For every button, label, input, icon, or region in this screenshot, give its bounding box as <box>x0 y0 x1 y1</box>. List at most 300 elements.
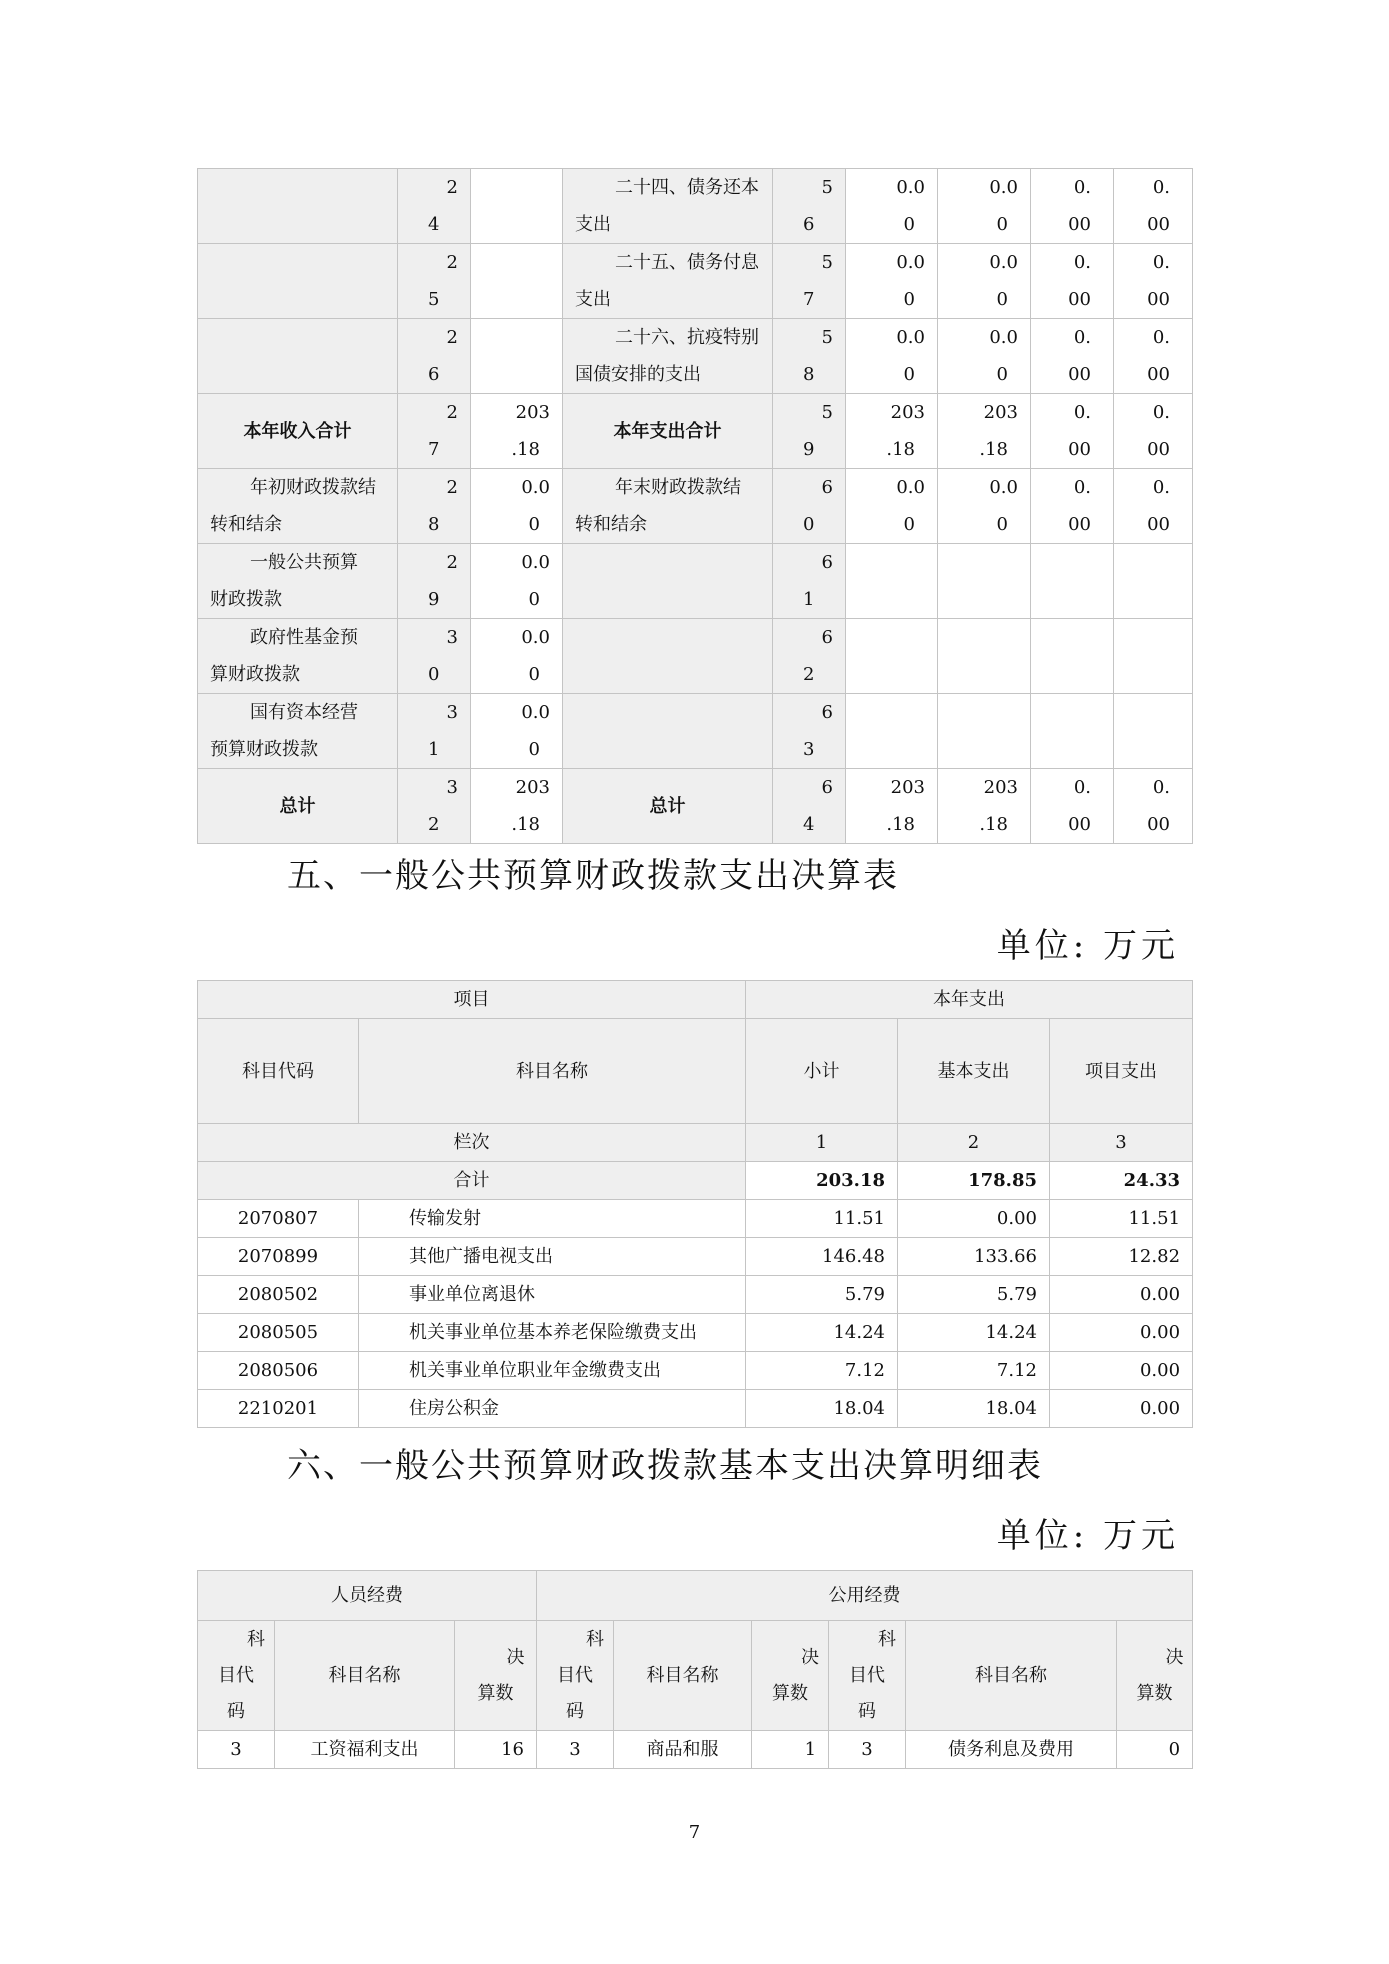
left-item-label <box>198 544 398 619</box>
cell-line <box>1114 581 1192 618</box>
summary-row <box>198 319 1193 394</box>
summary-row <box>198 169 1193 244</box>
cell-line <box>198 206 397 243</box>
cell-line: 一般公共预算 <box>250 552 358 573</box>
cell-line: 0.0 <box>896 177 925 198</box>
expense-v2 <box>938 469 1031 544</box>
total-project: 24.33 <box>1050 1162 1193 1200</box>
subject-name: 机关事业单位职业年金缴费支出 <box>359 1352 746 1390</box>
total-label: 合计 <box>198 1162 746 1200</box>
subject-name: 其他广播电视支出 <box>359 1238 746 1276</box>
cell-line: 3 <box>446 777 458 798</box>
cell-line <box>198 244 397 281</box>
cell-line: 2 <box>446 552 458 573</box>
detail-code: 3 <box>198 1731 275 1769</box>
cell-line: 203 <box>515 402 550 423</box>
lanci-1: 1 <box>746 1124 898 1162</box>
expense-v1 <box>846 319 938 394</box>
expense-v1 <box>846 169 938 244</box>
cell-line: 0.0 <box>896 327 925 348</box>
cell-line <box>471 206 562 243</box>
right-total-label: 本年支出合计 <box>563 394 773 469</box>
expense-v2 <box>938 619 1031 694</box>
expense-v4 <box>1114 694 1193 769</box>
header-line: 算数 <box>477 1682 514 1704</box>
cell-line: 00 <box>1068 289 1091 310</box>
subject-code: 2210201 <box>198 1390 359 1428</box>
code-header <box>537 1621 614 1731</box>
cell-line <box>563 619 772 656</box>
section5-title: 五、一般公共预算财政拨款支出决算表 <box>287 856 899 896</box>
cell-line: 政府性基金预 <box>250 627 358 648</box>
cell-line: .18 <box>886 814 915 835</box>
cell-line: 财政拨款 <box>210 589 282 610</box>
cell-line <box>1031 694 1113 731</box>
cell-line <box>1031 619 1113 656</box>
lanci-label: 栏次 <box>198 1124 746 1162</box>
cell-line: 0.0 <box>521 552 550 573</box>
cell-line: 0.0 <box>989 327 1018 348</box>
cell-line: 203 <box>983 402 1018 423</box>
cell-line: 6 <box>821 777 833 798</box>
cell-line: 00 <box>1147 439 1170 460</box>
expense-v3 <box>1031 694 1114 769</box>
left-amount <box>471 394 563 469</box>
section5-unit: 单位: 万元 <box>996 926 1179 966</box>
header-project: 项目 <box>198 981 746 1019</box>
expense-v2 <box>938 244 1031 319</box>
cell-line: 203 <box>515 777 550 798</box>
code-header <box>198 1621 275 1731</box>
summary-row <box>198 694 1193 769</box>
cell-line: 0. <box>1152 777 1170 798</box>
header-year-expenditure: 本年支出 <box>746 981 1193 1019</box>
right-line-number <box>773 694 846 769</box>
cell-line: 00 <box>1147 814 1170 835</box>
cell-line: 00 <box>1147 289 1170 310</box>
cell-line <box>938 544 1030 581</box>
expense-v1 <box>846 544 938 619</box>
col-subtotal-header: 小计 <box>746 1019 898 1124</box>
left-line-number <box>398 769 471 844</box>
cell-line: 二十五、债务付息 <box>615 252 759 273</box>
subject-name: 传输发射 <box>359 1200 746 1238</box>
amount-2: 18.04 <box>898 1390 1050 1428</box>
cell-line: 年末财政拨款结 <box>615 477 741 498</box>
cell-line <box>846 581 937 618</box>
page-number: 7 <box>688 1822 701 1843</box>
expense-v1 <box>846 469 938 544</box>
left-item-label <box>198 469 398 544</box>
left-item-label <box>198 169 398 244</box>
cell-line: 0. <box>1073 477 1091 498</box>
amount-2: 7.12 <box>898 1352 1050 1390</box>
cell-line: 9 <box>803 439 815 460</box>
cell-line: 年初财政拨款结 <box>250 477 376 498</box>
detail-code: 3 <box>829 1731 906 1769</box>
right-line-number <box>773 169 846 244</box>
cell-line: 00 <box>1068 514 1091 535</box>
cell-line: 0.0 <box>989 252 1018 273</box>
cell-line: 3 <box>446 702 458 723</box>
table-row <box>198 1352 1193 1390</box>
left-amount <box>471 469 563 544</box>
subject-code: 2070899 <box>198 1238 359 1276</box>
subject-name: 事业单位离退休 <box>359 1276 746 1314</box>
amount-1: 11.51 <box>746 1200 898 1238</box>
cell-line: 国有资本经营 <box>250 702 358 723</box>
cell-line: 3 <box>803 739 815 760</box>
right-item-label <box>563 544 773 619</box>
cell-line: 0 <box>903 514 915 535</box>
left-line-number <box>398 244 471 319</box>
col-basic-header: 基本支出 <box>898 1019 1050 1124</box>
col-name-header: 科目名称 <box>359 1019 746 1124</box>
header-line: 码 <box>858 1700 877 1722</box>
lanci-3: 3 <box>1050 1124 1193 1162</box>
cell-line <box>563 581 772 618</box>
cell-line: 1 <box>803 589 815 610</box>
right-line-number <box>773 769 846 844</box>
cell-line: 0 <box>996 364 1008 385</box>
amount-3: 0.00 <box>1050 1390 1193 1428</box>
cell-line: 00 <box>1147 214 1170 235</box>
detail-name: 商品和服 <box>614 1731 752 1769</box>
cell-line: 0.0 <box>989 177 1018 198</box>
cell-line: 0. <box>1152 477 1170 498</box>
subject-code: 2080505 <box>198 1314 359 1352</box>
section6-title: 六、一般公共预算财政拨款基本支出决算明细表 <box>287 1446 1043 1486</box>
amount-1: 18.04 <box>746 1390 898 1428</box>
total-basic: 178.85 <box>898 1162 1050 1200</box>
cell-line: 3 <box>446 627 458 648</box>
cell-line: 0 <box>528 589 540 610</box>
header-line: 科 <box>878 1628 897 1650</box>
left-amount <box>471 244 563 319</box>
cell-line: 算财政拨款 <box>210 664 300 685</box>
expense-v2 <box>938 394 1031 469</box>
cell-line <box>198 281 397 318</box>
cell-line: 6 <box>821 702 833 723</box>
left-line-number <box>398 694 471 769</box>
cell-line: 6 <box>803 214 815 235</box>
amount-3: 12.82 <box>1050 1238 1193 1276</box>
left-amount <box>471 544 563 619</box>
cell-line: 0 <box>903 214 915 235</box>
cell-line: 转和结余 <box>575 514 647 535</box>
amount-1: 7.12 <box>746 1352 898 1390</box>
detail-amount: 0 <box>1117 1731 1193 1769</box>
summary-row <box>198 394 1193 469</box>
cell-line: 预算财政拨款 <box>210 739 318 760</box>
expense-v2 <box>938 544 1031 619</box>
name-header: 科目名称 <box>275 1621 455 1731</box>
left-amount <box>471 169 563 244</box>
header-line: 算数 <box>1136 1682 1173 1704</box>
left-item-label <box>198 244 398 319</box>
name-header: 科目名称 <box>614 1621 752 1731</box>
amount-1: 14.24 <box>746 1314 898 1352</box>
amount-header <box>455 1621 537 1731</box>
right-line-number <box>773 544 846 619</box>
cell-line: 支出 <box>575 214 611 235</box>
right-line-number <box>773 319 846 394</box>
table-row <box>198 1390 1193 1428</box>
expense-v4 <box>1114 169 1193 244</box>
cell-line <box>563 544 772 581</box>
expense-v4 <box>1114 319 1193 394</box>
left-line-number <box>398 169 471 244</box>
cell-line: 203 <box>890 402 925 423</box>
header-line: 目代 <box>557 1664 594 1686</box>
table-row <box>198 1314 1193 1352</box>
cell-line <box>471 356 562 393</box>
right-line-number <box>773 394 846 469</box>
cell-line <box>846 731 937 768</box>
cell-line: 4 <box>428 214 440 235</box>
expense-v3 <box>1031 619 1114 694</box>
expense-v4 <box>1114 394 1193 469</box>
table-row <box>198 1238 1193 1276</box>
cell-line <box>938 581 1030 618</box>
left-line-number <box>398 469 471 544</box>
public-expense-header: 公用经费 <box>537 1571 1193 1621</box>
cell-line: 0 <box>996 289 1008 310</box>
basic-expenditure-detail-table <box>197 1570 1193 1769</box>
expense-v2 <box>938 694 1031 769</box>
cell-line <box>198 356 397 393</box>
cell-line: .18 <box>979 439 1008 460</box>
cell-line <box>563 731 772 768</box>
cell-line: 二十六、抗疫特别 <box>615 327 759 348</box>
cell-line <box>1114 656 1192 693</box>
right-line-number <box>773 619 846 694</box>
cell-line: 2 <box>803 664 815 685</box>
header-line: 码 <box>566 1700 585 1722</box>
detail-name: 工资福利支出 <box>275 1731 455 1769</box>
left-amount <box>471 694 563 769</box>
expense-v4 <box>1114 619 1193 694</box>
cell-line: 0 <box>528 664 540 685</box>
cell-line: 0. <box>1073 327 1091 348</box>
cell-line: 7 <box>428 439 440 460</box>
section6-unit: 单位: 万元 <box>996 1516 1179 1556</box>
left-line-number <box>398 394 471 469</box>
cell-line: 0. <box>1152 252 1170 273</box>
total-subtotal: 203.18 <box>746 1162 898 1200</box>
cell-line: .18 <box>511 814 540 835</box>
header-line: 目代 <box>849 1664 886 1686</box>
amount-3: 11.51 <box>1050 1200 1193 1238</box>
cell-line: 0 <box>528 739 540 760</box>
cell-line: 0.0 <box>896 252 925 273</box>
left-item-label <box>198 619 398 694</box>
cell-line: 0.0 <box>521 702 550 723</box>
cell-line: 00 <box>1068 214 1091 235</box>
cell-line: 0.0 <box>989 477 1018 498</box>
subject-name: 机关事业单位基本养老保险缴费支出 <box>359 1314 746 1352</box>
expense-v1 <box>846 694 938 769</box>
cell-line: 0. <box>1073 777 1091 798</box>
cell-line <box>471 319 562 356</box>
cell-line: 0. <box>1073 402 1091 423</box>
cell-line: 0 <box>903 289 915 310</box>
cell-line <box>563 656 772 693</box>
left-amount <box>471 319 563 394</box>
cell-line <box>1114 731 1192 768</box>
cell-line <box>846 694 937 731</box>
cell-line: 2 <box>428 814 440 835</box>
right-item-label <box>563 244 773 319</box>
expense-v2 <box>938 319 1031 394</box>
right-item-label <box>563 694 773 769</box>
cell-line: 0.0 <box>521 477 550 498</box>
expense-v3 <box>1031 169 1114 244</box>
subject-code: 2080506 <box>198 1352 359 1390</box>
expense-v2 <box>938 169 1031 244</box>
col-project-header: 项目支出 <box>1050 1019 1193 1124</box>
right-item-label <box>563 169 773 244</box>
right-total-label: 总计 <box>563 769 773 844</box>
income-expense-summary-table <box>197 168 1193 844</box>
cell-line <box>846 619 937 656</box>
expense-v3 <box>1031 769 1114 844</box>
cell-line <box>938 694 1030 731</box>
right-line-number <box>773 244 846 319</box>
expense-v3 <box>1031 394 1114 469</box>
detail-amount: 1 <box>752 1731 829 1769</box>
amount-3: 0.00 <box>1050 1276 1193 1314</box>
cell-line <box>198 169 397 206</box>
cell-line: .18 <box>979 814 1008 835</box>
table-row <box>198 1276 1193 1314</box>
cell-line <box>938 731 1030 768</box>
cell-line: 0 <box>996 214 1008 235</box>
cell-line: 0. <box>1152 402 1170 423</box>
cell-line: .18 <box>511 439 540 460</box>
summary-row <box>198 244 1193 319</box>
cell-line: 6 <box>821 627 833 648</box>
cell-line <box>471 244 562 281</box>
header-line: 目代 <box>218 1664 254 1686</box>
amount-header <box>752 1621 829 1731</box>
cell-line <box>1114 619 1192 656</box>
header-line: 决 <box>801 1646 820 1668</box>
summary-row <box>198 544 1193 619</box>
cell-line: 5 <box>821 402 833 423</box>
cell-line <box>1114 544 1192 581</box>
cell-line: 2 <box>446 177 458 198</box>
right-item-label <box>563 469 773 544</box>
expense-v2 <box>938 769 1031 844</box>
cell-line: 支出 <box>575 289 611 310</box>
right-item-label <box>563 619 773 694</box>
cell-line: 00 <box>1068 364 1091 385</box>
expense-v1 <box>846 769 938 844</box>
cell-line: .18 <box>886 439 915 460</box>
right-line-number <box>773 469 846 544</box>
cell-line: 5 <box>821 252 833 273</box>
cell-line: 00 <box>1147 514 1170 535</box>
cell-line <box>938 619 1030 656</box>
cell-line: 1 <box>428 739 440 760</box>
left-line-number <box>398 544 471 619</box>
left-amount <box>471 769 563 844</box>
cell-line: 5 <box>821 177 833 198</box>
expenditure-final-accounts-table <box>197 980 1193 1428</box>
expense-v4 <box>1114 244 1193 319</box>
cell-line: 2 <box>446 252 458 273</box>
personnel-expense-header: 人员经费 <box>198 1571 537 1621</box>
summary-row <box>198 619 1193 694</box>
cell-line: 6 <box>428 364 440 385</box>
header-line: 码 <box>227 1700 245 1722</box>
cell-line: 00 <box>1068 439 1091 460</box>
amount-3: 0.00 <box>1050 1352 1193 1390</box>
cell-line: 203 <box>890 777 925 798</box>
expense-v3 <box>1031 469 1114 544</box>
left-line-number <box>398 619 471 694</box>
cell-line: 二十四、债务还本 <box>615 177 759 198</box>
cell-line <box>846 656 937 693</box>
amount-2: 0.00 <box>898 1200 1050 1238</box>
cell-line: 203 <box>983 777 1018 798</box>
header-line: 决 <box>1165 1646 1184 1668</box>
cell-line: 国债安排的支出 <box>575 364 701 385</box>
header-line: 算数 <box>772 1682 809 1704</box>
table-row <box>198 1200 1193 1238</box>
cell-line: 0 <box>528 514 540 535</box>
cell-line <box>1031 544 1113 581</box>
cell-line: 9 <box>428 589 440 610</box>
cell-line <box>1031 656 1113 693</box>
expense-v4 <box>1114 469 1193 544</box>
cell-line: 6 <box>821 552 833 573</box>
cell-line <box>938 656 1030 693</box>
cell-line: 0. <box>1073 177 1091 198</box>
amount-header <box>1117 1621 1193 1731</box>
cell-line: 0.0 <box>521 627 550 648</box>
cell-line: 0 <box>803 514 815 535</box>
cell-line: 0 <box>903 364 915 385</box>
cell-line <box>846 544 937 581</box>
subject-code: 2070807 <box>198 1200 359 1238</box>
cell-line <box>1114 694 1192 731</box>
left-total-label: 本年收入合计 <box>198 394 398 469</box>
cell-line <box>471 281 562 318</box>
amount-3: 0.00 <box>1050 1314 1193 1352</box>
left-total-label: 总计 <box>198 769 398 844</box>
expense-v3 <box>1031 319 1114 394</box>
cell-line: 0. <box>1152 327 1170 348</box>
left-item-label <box>198 319 398 394</box>
cell-line: 0. <box>1152 177 1170 198</box>
amount-2: 14.24 <box>898 1314 1050 1352</box>
expense-v4 <box>1114 769 1193 844</box>
left-line-number <box>398 319 471 394</box>
cell-line: 7 <box>803 289 815 310</box>
amount-2: 133.66 <box>898 1238 1050 1276</box>
amount-2: 5.79 <box>898 1276 1050 1314</box>
col-code-header: 科目代码 <box>198 1019 359 1124</box>
expense-v3 <box>1031 544 1114 619</box>
detail-name: 债务利息及费用 <box>906 1731 1117 1769</box>
expense-v1 <box>846 394 938 469</box>
cell-line: 2 <box>446 402 458 423</box>
summary-row <box>198 469 1193 544</box>
left-amount <box>471 619 563 694</box>
cell-line: 0. <box>1073 252 1091 273</box>
